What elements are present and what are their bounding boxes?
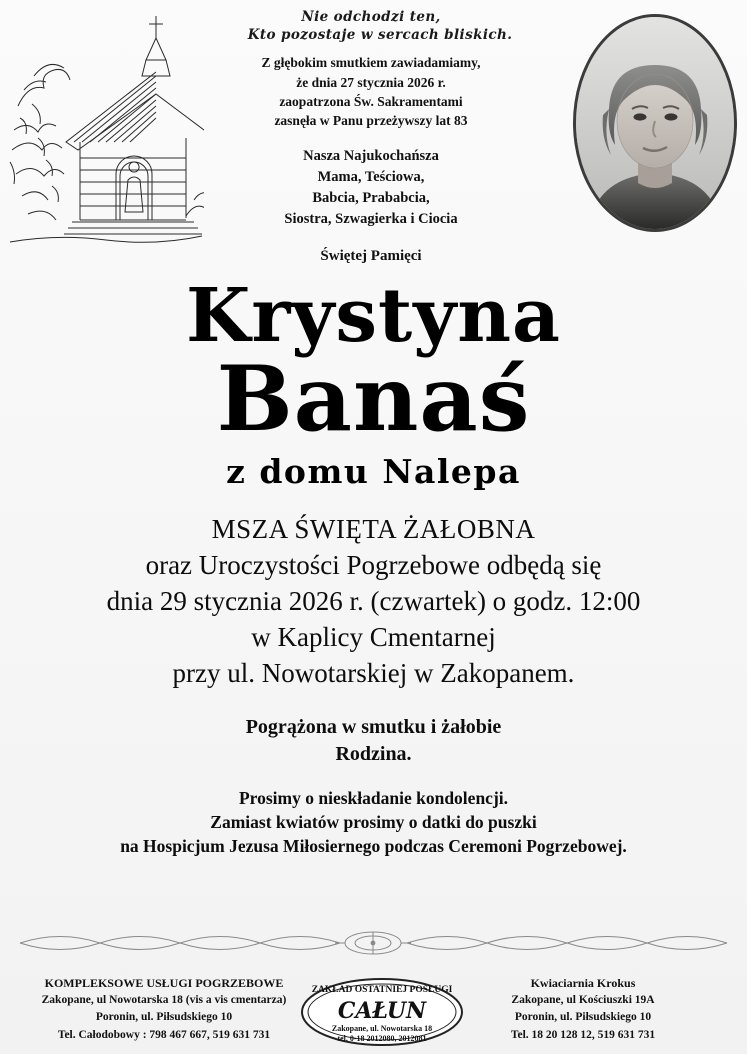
maiden-name: z domu Nalepa xyxy=(226,452,521,492)
ceremony-details xyxy=(0,512,747,692)
funeral-services-line-2: Poronin, ul. Piłsudskiego 10 xyxy=(95,1011,233,1024)
request-line-2: Zamiast kwiatów prosimy o datki do puszki xyxy=(210,812,537,833)
notice-text-block xyxy=(196,8,546,265)
family-request xyxy=(0,786,747,858)
verse-line-1: Nie odchodzi ten, xyxy=(301,9,441,25)
ornamental-divider xyxy=(0,928,747,958)
request-line-3: na Hospicjum Jezusa Miłosiernego podczas Ceremoni Pogrzebowej. xyxy=(120,836,627,857)
relations-line-1: Nasza Najukochańsza xyxy=(303,148,439,165)
family-line-1: Pogrążona w smutku i żałobie xyxy=(245,715,502,738)
funeral-services-info xyxy=(14,974,314,1044)
relations-line-4: Siostra, Szwagierka i Ciocia xyxy=(284,211,458,228)
memory-label: Świętej Pamięci xyxy=(320,248,422,265)
footer xyxy=(0,966,747,1054)
family-line-2: Rodzina. xyxy=(335,742,412,765)
ceremony-line-3: dnia 29 stycznia 2026 r. (czwartek) o godz. 12:00 xyxy=(106,586,641,617)
verse xyxy=(196,8,546,44)
svg-text:Zakopane, ul. Nowotarska 18: Zakopane, ul. Nowotarska 18 xyxy=(331,1024,433,1033)
announcement-line-4: zasnęła w Panu przeżywszy lat 83 xyxy=(274,112,468,128)
family-signature xyxy=(0,714,747,768)
announcement xyxy=(196,53,546,130)
ceremony-line-5: przy ul. Nowotarskiej w Zakopanem. xyxy=(172,658,575,688)
announcement-line-3: zaopatrzona Św. Sakramentami xyxy=(279,93,463,109)
portrait-photo xyxy=(573,14,731,226)
svg-text:tel. 0-18 2012080, 2012081: tel. 0-18 2012080, 2012081 xyxy=(337,1034,427,1043)
announcement-line-1: Z głębokim smutkiem zawiadamiamy, xyxy=(261,55,481,71)
funeral-services-phone: Tel. Całodobowy : 798 467 667, 519 631 731 xyxy=(57,1028,271,1041)
ceremony-line-4: w Kaplicy Cmentarnej xyxy=(251,622,496,653)
funeral-services-line-1: Zakopane, ul Nowotarska 18 (vis a vis cmentarza) xyxy=(41,994,287,1006)
ceremony-line-1: MSZA ŚWIĘTA ŻAŁOBNA xyxy=(211,514,536,545)
portrait-oval-frame xyxy=(573,14,737,232)
announcement-line-2: że dnia 27 stycznia 2026 r. xyxy=(296,74,446,90)
notice-header xyxy=(0,0,747,280)
first-name: Krystyna xyxy=(186,273,561,359)
chapel-illustration-icon xyxy=(8,10,204,250)
last-name: Banaś xyxy=(216,346,531,453)
florist-info xyxy=(433,974,733,1044)
ceremony-line-2: oraz Uroczystości Pogrzebowe odbędą się xyxy=(145,550,602,581)
svg-text:ZAKŁAD OSTATNIEJ POSŁUGI: ZAKŁAD OSTATNIEJ POSŁUGI xyxy=(311,985,453,995)
funeral-services-title: KOMPLEKSOWE USŁUGI POGRZEBOWE xyxy=(44,976,284,990)
florist-line-1: Zakopane, ul Kościuszki 19A xyxy=(511,994,655,1006)
relations-line-3: Babcia, Prababcia, xyxy=(312,190,430,207)
deceased-name xyxy=(0,273,747,492)
relations-line-2: Mama, Teściowa, xyxy=(317,169,425,186)
florist-line-2: Poronin, ul. Piłsudskiego 10 xyxy=(514,1011,652,1024)
svg-text:CAŁUN: CAŁUN xyxy=(337,998,427,1024)
florist-phone: Tel. 18 20 128 12, 519 631 731 xyxy=(510,1028,656,1041)
verse-line-2: Kto pozostaje w sercach bliskich. xyxy=(247,27,513,44)
request-line-1: Prosimy o nieskładanie kondolencji. xyxy=(238,787,509,808)
relations xyxy=(196,146,546,230)
florist-title: Kwiaciarnia Krokus xyxy=(530,976,636,990)
